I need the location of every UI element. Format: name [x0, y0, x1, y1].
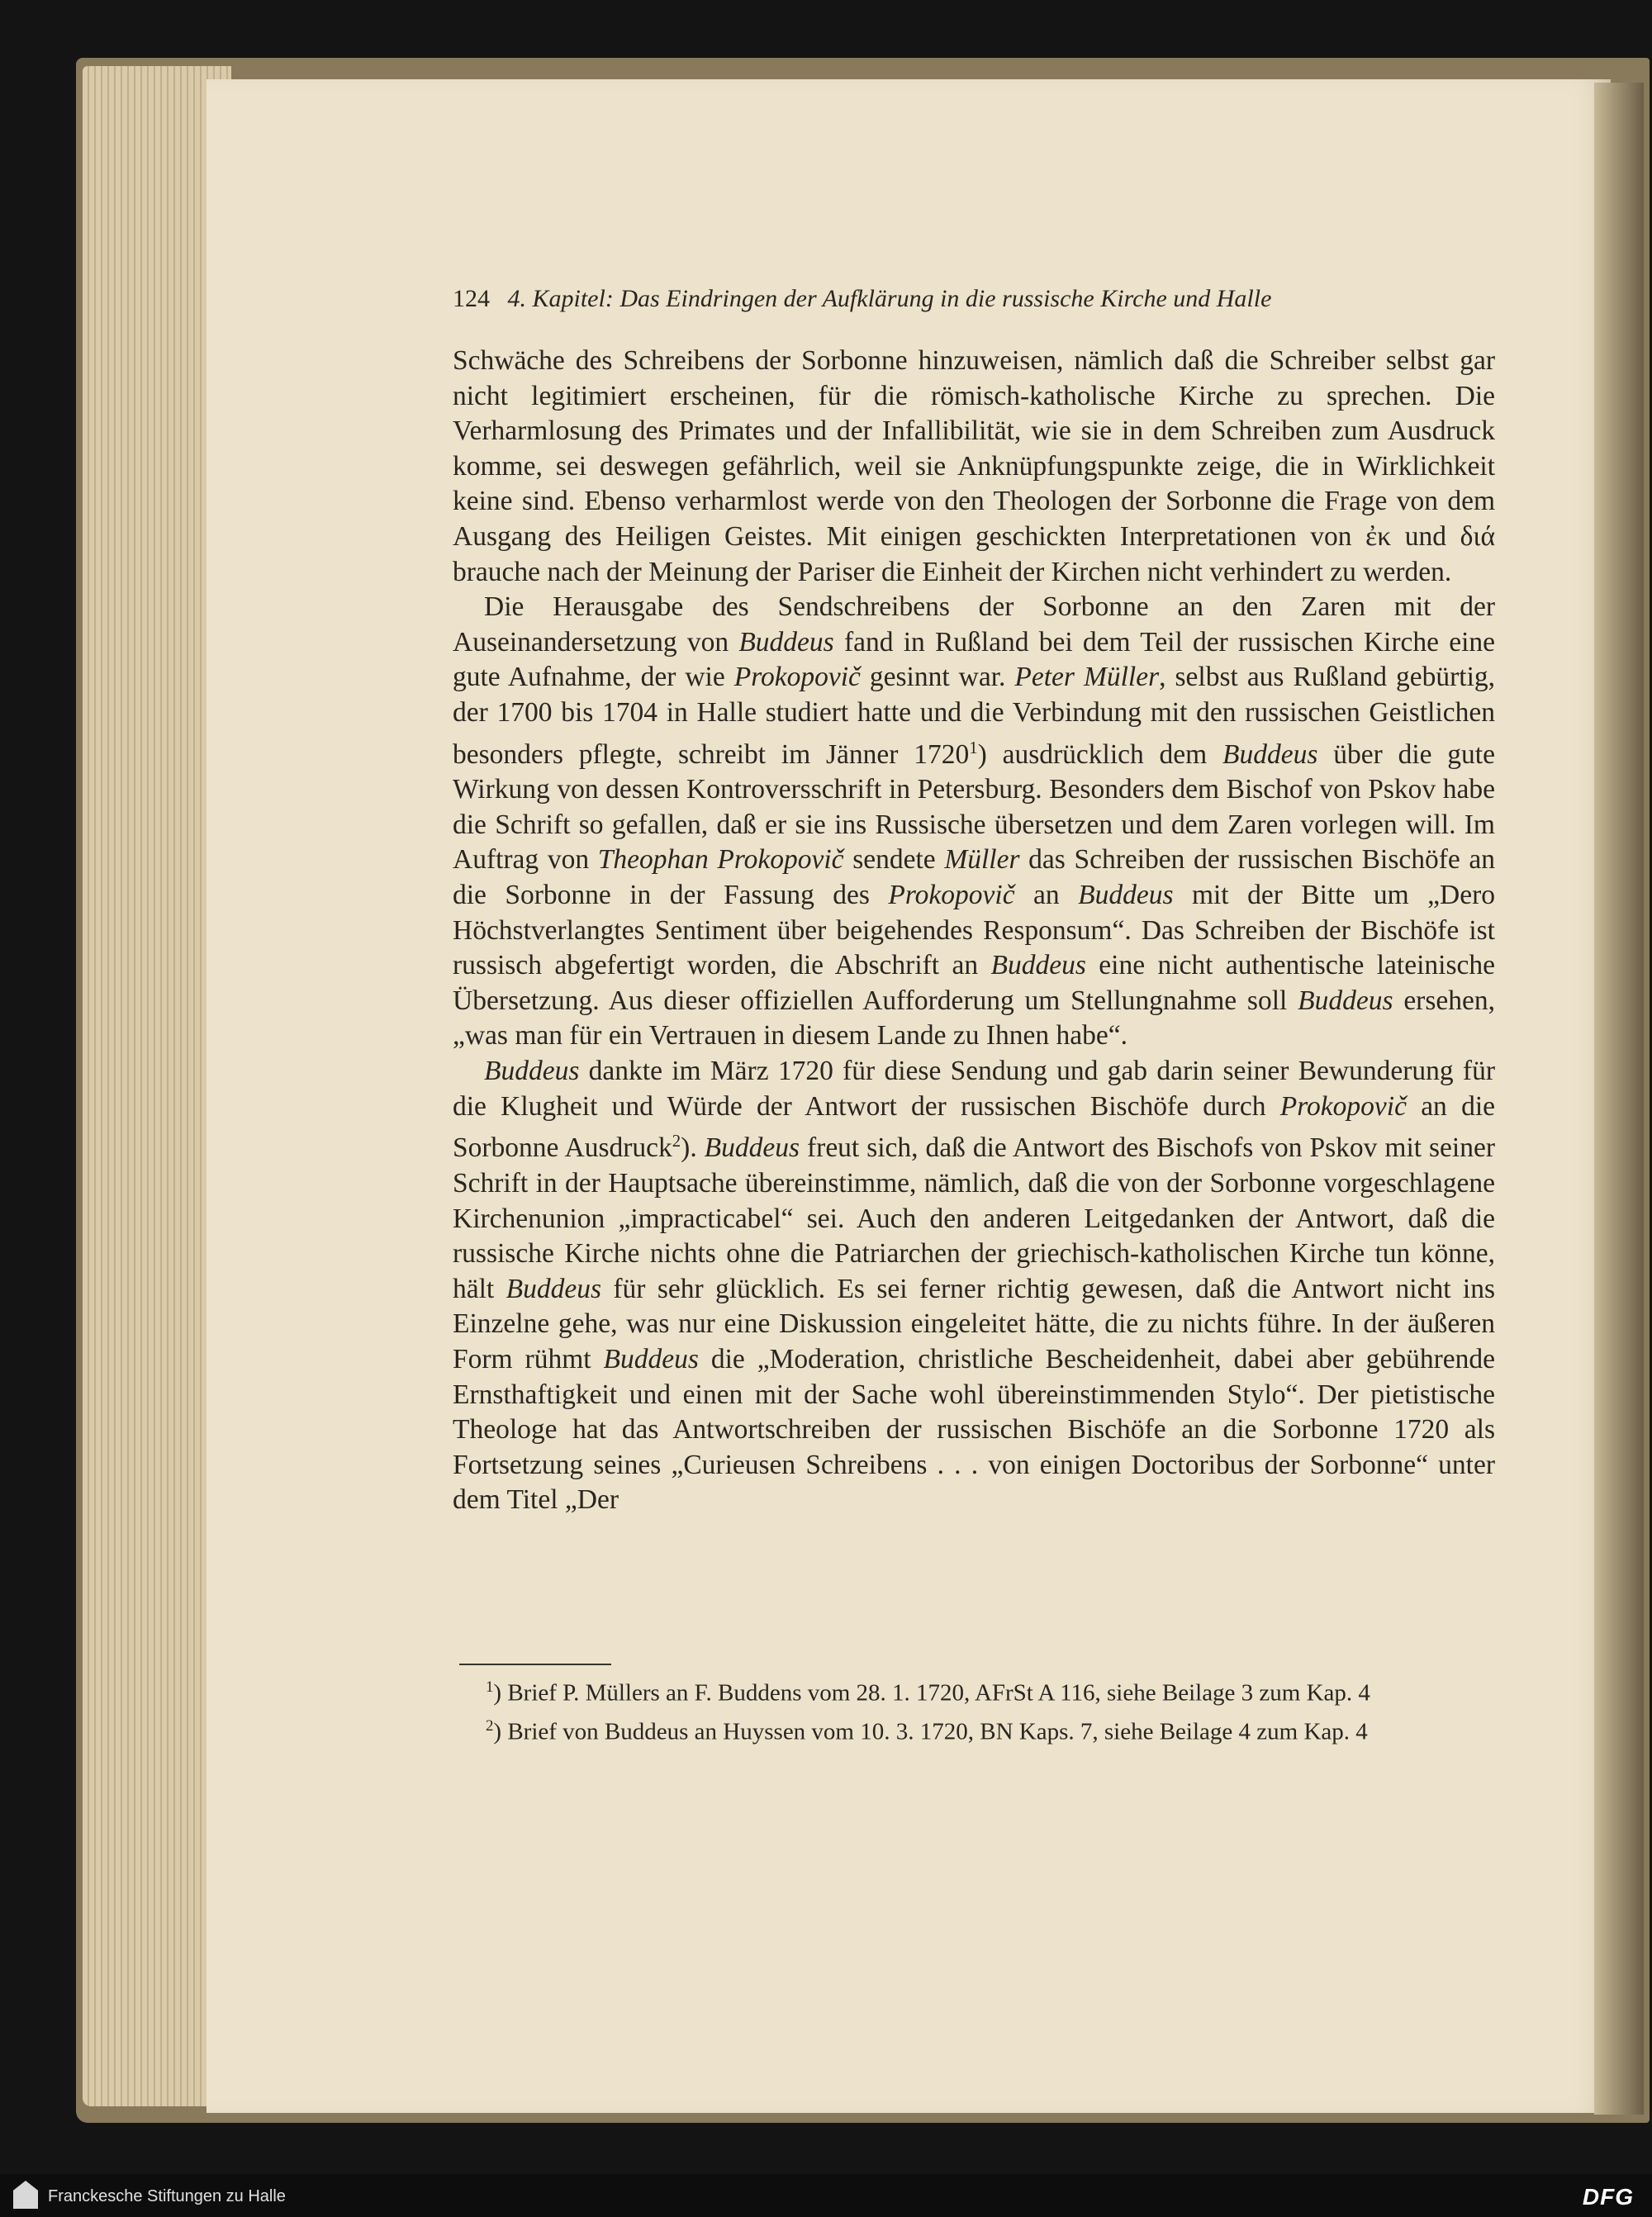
italic-name: Prokopovič	[733, 662, 861, 693]
text-run: ersehen, „was man für ein Vertrauen in diesem Lande zu Ihnen habe“.	[453, 985, 1495, 1052]
book-gutter	[1594, 83, 1644, 2115]
italic-name: Prokopovič	[888, 880, 1015, 911]
footer-institution: Franckesche Stiftungen zu Halle	[48, 2187, 286, 2205]
text-run: ).	[681, 1132, 705, 1164]
footnote-mark: 1	[486, 1678, 494, 1696]
text-run: , selbst aus Rußland gebürtig, der 1700 bis 1704 in Halle studiert hatte und die Verbindung mit den russischen Geistlichen besonders pflegte, schreibt im Jänner 1720	[453, 662, 1495, 770]
chapter-title: 4. Kapitel: Das Eindringen der Aufklärung in die russische Kirche und Halle	[507, 285, 1272, 312]
footnote-ref: 1	[969, 738, 978, 757]
footnote-text: Brief von Buddeus an Huyssen vom 10. 3. 1720, BN Kaps. 7, siehe Beilage 4 zum Kap. 4	[507, 1718, 1368, 1745]
text-run: an die Sorbonne Ausdruck	[453, 1090, 1495, 1164]
running-head	[453, 285, 1427, 313]
italic-name: Buddeus	[990, 950, 1086, 981]
italic-name: Müller	[944, 844, 1020, 876]
footnote-2: $^2$) Brief von Buddeus an Huyssen vom 10. 3. 1720, BN Kaps. 7, siehe Beilage 4 zum Kap. 4	[486, 1716, 1368, 1745]
footnote-ref: 2	[672, 1132, 681, 1151]
italic-name: Peter Müller	[1014, 662, 1160, 693]
dfg-logo: DFG	[1582, 2184, 1634, 2210]
italic-name: Buddeus	[603, 1343, 699, 1374]
text-run: sendete	[843, 844, 945, 876]
italic-name: Buddeus	[738, 626, 834, 658]
text-run: das Schreiben der russischen Bischöfe an die Sorbonne in der Fassung des	[453, 844, 1496, 911]
body-text	[453, 344, 1495, 1518]
text-run: mit der Bitte um „Dero Höchstverlangtes Sentiment über beigehendes Responsum“. Das Schreiben der Bischöfe ist russisch abgefertigt worden, die Abschrift an	[453, 880, 1495, 981]
text-run: über die gute Wirkung von dessen Kontroversschrift in Petersburg. Besonders dem Bischof von Pskov habe die Schrift so gefallen, daß er sie ins Russische übersetzen und dem Zaren vorlegen will. Im Auftrag von	[453, 738, 1495, 876]
text-run: gesinnt war.	[860, 662, 1015, 693]
text-run: fand in Rußland bei dem Teil der russischen Kirche eine gute Aufnahme, der wie	[453, 626, 1495, 693]
text-run: eine nicht authentische lateinische Übersetzung. Aus dieser offiziellen Aufforderung um Stellungnahme soll	[453, 950, 1495, 1016]
text-run: Schwäche des Schreibens der Sorbonne hinzuweisen, nämlich daß die Schreiber selbst gar nicht legitimiert erscheinen, für die römisch-katholische Kirche zu sprechen. Die Verharmlosung des Primates und der Infallibilität, wie sie in dem Schreiben zum Ausdruck komme, sei deswegen gefährlich, weil sie Anknüpfungspunkte zeige, die in Wirklichkeit keine sind. Ebenso verharmlost werde von den Theologen der Sorbonne die Frage von dem Ausgang des Heiligen Geistes. Mit einigen geschickten Interpretationen von ἐκ und διά brauche nach der Meinung der Pariser die Einheit der Kirchen nicht verhindert zu werden.	[453, 345, 1495, 587]
text-run: dankte im März 1720 für diese Sendung und gab darin seiner Bewunderung für die Klugheit und Würde der Antwort der russischen Bischöfe durch	[453, 1056, 1495, 1122]
italic-name: Buddeus	[1222, 738, 1318, 770]
italic-name: Prokopovič	[1279, 1090, 1407, 1122]
italic-name: Buddeus	[1078, 880, 1174, 911]
footnote-1: $^1$) Brief P. Müllers an F. Buddens vom 28. 1. 1720, AFrSt A 116, siehe Beilage 3 zum Kap. 4	[486, 1678, 1370, 1707]
paragraph-3	[453, 1054, 1495, 1518]
text-run: an	[1014, 880, 1079, 911]
italic-name: Buddeus	[1298, 985, 1393, 1016]
italic-name: Theophan Prokopovič	[597, 844, 844, 876]
italic-name: Buddeus	[484, 1056, 580, 1087]
page-number: 124	[453, 285, 490, 312]
footnote-mark: 2	[486, 1716, 494, 1735]
italic-name: Buddeus	[506, 1273, 601, 1304]
text-run: ) ausdrücklich dem	[977, 738, 1223, 770]
text-run: freut sich, daß die Antwort des Bischofs von Pskov mit seiner Schrift in der Hauptsache übereinstimme, nämlich, daß die von der Sorbonne vorgeschlagene Kirchenunion „impracticabel“ sei. Auch den anderen Leitgedanken der Antwort, daß die russische Kirche nichts ohne die Patriarchen der griechisch-katholischen Kirche tun könne, hält	[453, 1132, 1496, 1304]
text-run: die „Moderation, christliche Bescheidenheit, dabei aber gebührende Ernsthaftigkeit und einen mit der Sache wohl übereinstimmenden Stylo“. Der pietistische Theologe hat das Antwortschreiben der russischen Bischöfe an die Sorbonne 1720 als Fortsetzung seines „Curieusen Schreibens . . . von einigen Doctoribus der Sorbonne“ unter dem Titel „Der	[453, 1343, 1495, 1516]
text-run: für sehr glücklich. Es sei ferner richtig gewesen, daß die Antwort nicht ins Einzelne gehe, was nur eine Diskussion eingeleitet hätte, die zu nichts führe. In der äußeren Form rühmt	[453, 1273, 1495, 1374]
italic-name: Buddeus	[704, 1132, 800, 1164]
text-run: Die Herausgabe des Sendschreibens der Sorbonne an den Zaren mit der Auseinandersetzung von	[453, 591, 1495, 658]
footnote-rule	[459, 1664, 611, 1665]
paragraph-2	[453, 590, 1495, 1054]
footnote-text: Brief P. Müllers an F. Buddens vom 28. 1. 1720, AFrSt A 116, siehe Beilage 3 zum Kap. 4	[507, 1679, 1370, 1707]
paragraph-1	[453, 344, 1495, 590]
footnotes	[459, 1672, 1502, 1749]
